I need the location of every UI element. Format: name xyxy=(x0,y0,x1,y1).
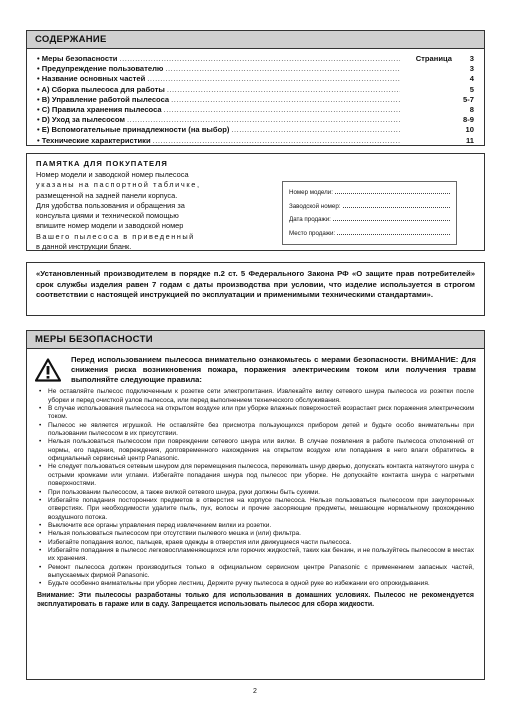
memo-line: консульта циями и технической помощью xyxy=(36,211,179,221)
toc-item-page: 8-9 xyxy=(463,115,474,125)
toc-item-label: • D) Уход за пылесосом xyxy=(37,115,125,125)
toc-item[interactable] xyxy=(37,115,474,125)
memo-line: Номер модели и заводской номер пылесоса xyxy=(36,170,189,179)
safety-intro-block xyxy=(27,349,484,386)
toc-item[interactable] xyxy=(37,54,474,64)
toc-item-page: 3 xyxy=(469,54,474,63)
memo-line: Вашего пылесоса в приведенный xyxy=(36,231,195,241)
page-number: 2 xyxy=(253,688,257,695)
warning-triangle-icon xyxy=(35,358,61,382)
form-field-label: Номер модели: xyxy=(289,189,333,196)
safety-section xyxy=(26,330,485,680)
toc-list xyxy=(27,49,484,146)
toc-item-page: 10 xyxy=(465,125,474,135)
safety-rule: • Избегайте попадания в пылесос легковоспламеняющихся или горючих жидкостей, таких как бензин, и не пользуйтесь пылесосом в местах их хранения. xyxy=(39,547,474,564)
safety-rule: • Нельзя пользоваться пылесосом при повреждении сетевого шнура или вилки. В случае появления в работе пылесоса отклонений от нормы, его падения, повреждения, долговременного нахождения на открытом воздухе или попадания в него влаги обратитесь в официальный сервисный центр Panasonic. xyxy=(39,438,474,463)
toc-item[interactable] xyxy=(37,64,474,74)
toc-item[interactable] xyxy=(37,105,474,115)
toc-leader-dots xyxy=(165,64,400,74)
buyer-memo xyxy=(26,153,485,251)
toc-item-page: 3 xyxy=(469,64,474,74)
safety-rule: • Не оставляйте пылесос подключенным к розетке сети электропитания. Извлекайте вилку сетевого шнура пылесоса из розетки после уборки и перед очисткой узлов пылесоса, или перед выполнением технического обслуживания. xyxy=(39,388,474,405)
toc-leader-dots xyxy=(164,105,400,115)
toc-item-page: 5-7 xyxy=(463,94,474,104)
safety-rule: • Ремонт пылесоса должен производиться только в официальном сервисном центре Panasonic с применением запасных частей, выпускаемых фирмой Panasonic. xyxy=(39,564,474,581)
safety-rule: • Выключите все органы управления перед извлечением вилки из розетки. xyxy=(39,522,474,530)
memo-title: ПАМЯТКА ДЛЯ ПОКУПАТЕЛЯ xyxy=(36,159,168,168)
toc-leader-dots xyxy=(167,85,400,95)
toc-page-heading: Страница xyxy=(415,54,452,63)
safety-rule: • При пользовании пылесосом, а также вилкой сетевого шнура, руки должны быть сухими. xyxy=(39,489,474,497)
model-number-field[interactable] xyxy=(289,186,450,200)
toc-leader-dots xyxy=(231,125,400,135)
toc-leader-dots xyxy=(153,136,400,146)
safety-rule: • Избегайте попадания посторонних предметов в отверстия на корпусе пылесоса. Нельзя пользоваться пылесосом при закупоренных отверстиях. При необходимости удалите пыль, пух, волосы и прочие засоряющие предметы, мешающие нормальному прохождению воздушного потока. xyxy=(39,497,474,522)
toc-item-page: 8 xyxy=(469,104,474,114)
product-info-form xyxy=(282,181,457,245)
safety-rules-list xyxy=(27,388,484,588)
toc-title: СОДЕРЖАНИЕ xyxy=(27,31,484,49)
toc-item[interactable] xyxy=(37,136,474,146)
table-of-contents xyxy=(26,30,485,146)
toc-item-page: 5 xyxy=(469,84,474,94)
toc-item-label: • E) Вспомогательные принадлежности (на выбор) xyxy=(37,125,230,135)
memo-line: Для удобства пользования и обращения за xyxy=(36,200,185,210)
toc-item-label: • Меры безопасности xyxy=(37,54,118,63)
serial-number-field[interactable] xyxy=(289,200,450,214)
safety-rule: • В случае использования пылесоса на открытом воздухе или при уборке влажных поверхностей возрастает риск поражения электрическим током. xyxy=(39,405,474,422)
toc-item[interactable] xyxy=(37,85,474,95)
toc-item-label: • B) Управление работой пылесоса xyxy=(37,94,170,104)
form-field-label: Заводской номер: xyxy=(289,202,341,210)
toc-item[interactable] xyxy=(37,74,474,84)
safety-rule: • Не следует пользоваться сетевым шнуром для перемещения пылесоса, пережимать шнур дверью, допускать контакта натянутого шнура с острыми кромками или углами. Избегайте попадания шнура под пылесос при уборке. Не допускайте контакта шнура с нагретыми поверхностями. xyxy=(39,463,474,488)
toc-item-label: • Предупреждение пользователю xyxy=(37,64,164,74)
memo-line: указаны на паспортной табличке, xyxy=(36,180,201,190)
toc-leader-dots xyxy=(171,95,400,105)
memo-line: в данной инструкции бланк. xyxy=(36,242,132,252)
toc-leader-dots xyxy=(119,54,400,64)
safety-rule: • Избегайте попадания волос, пальцев, краев одежды в отверстия или движущиеся части пылесоса. xyxy=(39,539,474,547)
safety-rule: • Будьте особенно внимательны при уборке лестниц. Держите ручку пылесоса в одной руке во избежании его опрокидывания. xyxy=(39,580,474,588)
form-field-line xyxy=(343,200,450,208)
form-field-line xyxy=(337,227,450,235)
domestic-use-note: Внимание: Эти пылесосы разработаны только для использования в домашних условиях. Пылесос не рекомендуется эксплуатировать в гараже или в саду. Запрещается использовать пылесос для сбора жидкости. xyxy=(37,591,474,608)
safety-title: МЕРЫ БЕЗОПАСНОСТИ xyxy=(27,331,484,349)
toc-item-label: • C) Правила хранения пылесоса xyxy=(37,104,162,114)
toc-item-page: 4 xyxy=(469,74,474,84)
toc-leader-dots xyxy=(127,115,400,125)
safety-rule: • Нельзя пользоваться пылесосом при отсутствии пылевого мешка и (или) фильтра. xyxy=(39,530,474,538)
toc-item-label: • Название основных частей xyxy=(37,74,146,84)
toc-item-label: • A) Сборка пылесоса для работы xyxy=(37,84,165,94)
safety-intro: Перед использованием пылесоса внимательно ознакомьтесь с мерами безопасности. ВНИМАНИЕ: Для снижения риска возникновения пожара, поражения электрическим током или получения травм выполняйте следующие правила: xyxy=(71,355,476,384)
sale-date-field[interactable] xyxy=(289,213,450,227)
toc-item-label: • Технические характеристики xyxy=(37,135,151,145)
memo-line: размещенной на задней панели корпуса. xyxy=(36,190,178,200)
form-field-label: Место продажи: xyxy=(289,229,336,237)
toc-item[interactable] xyxy=(37,125,474,135)
form-field-line xyxy=(335,186,450,194)
service-life-statement: «Установленный производителем в порядке п.2 ст. 5 Федерального Закона РФ «О защите прав потребителей» срок службы изделия равен 7 годам с даты производства при условии, что изделие используется в строгом соответствии с настоящей инструкцией по эксплуатации и применимыми техническими стандартами». xyxy=(26,262,485,316)
form-field-line xyxy=(333,213,450,221)
memo-line: впишите номер модели и заводской номер xyxy=(36,221,184,231)
memo-text xyxy=(36,170,256,252)
form-field-label: Дата продажи: xyxy=(289,216,331,223)
safety-rule: • Пылесос не является игрушкой. Не оставляйте без присмотра пользующихся прибором детей и будьте особо внимательны при пользовании пылесосом в их присутствии. xyxy=(39,422,474,439)
toc-item[interactable] xyxy=(37,95,474,105)
toc-item-page: 11 xyxy=(465,135,474,145)
toc-leader-dots xyxy=(147,74,400,84)
place-of-sale-field[interactable] xyxy=(289,227,450,241)
